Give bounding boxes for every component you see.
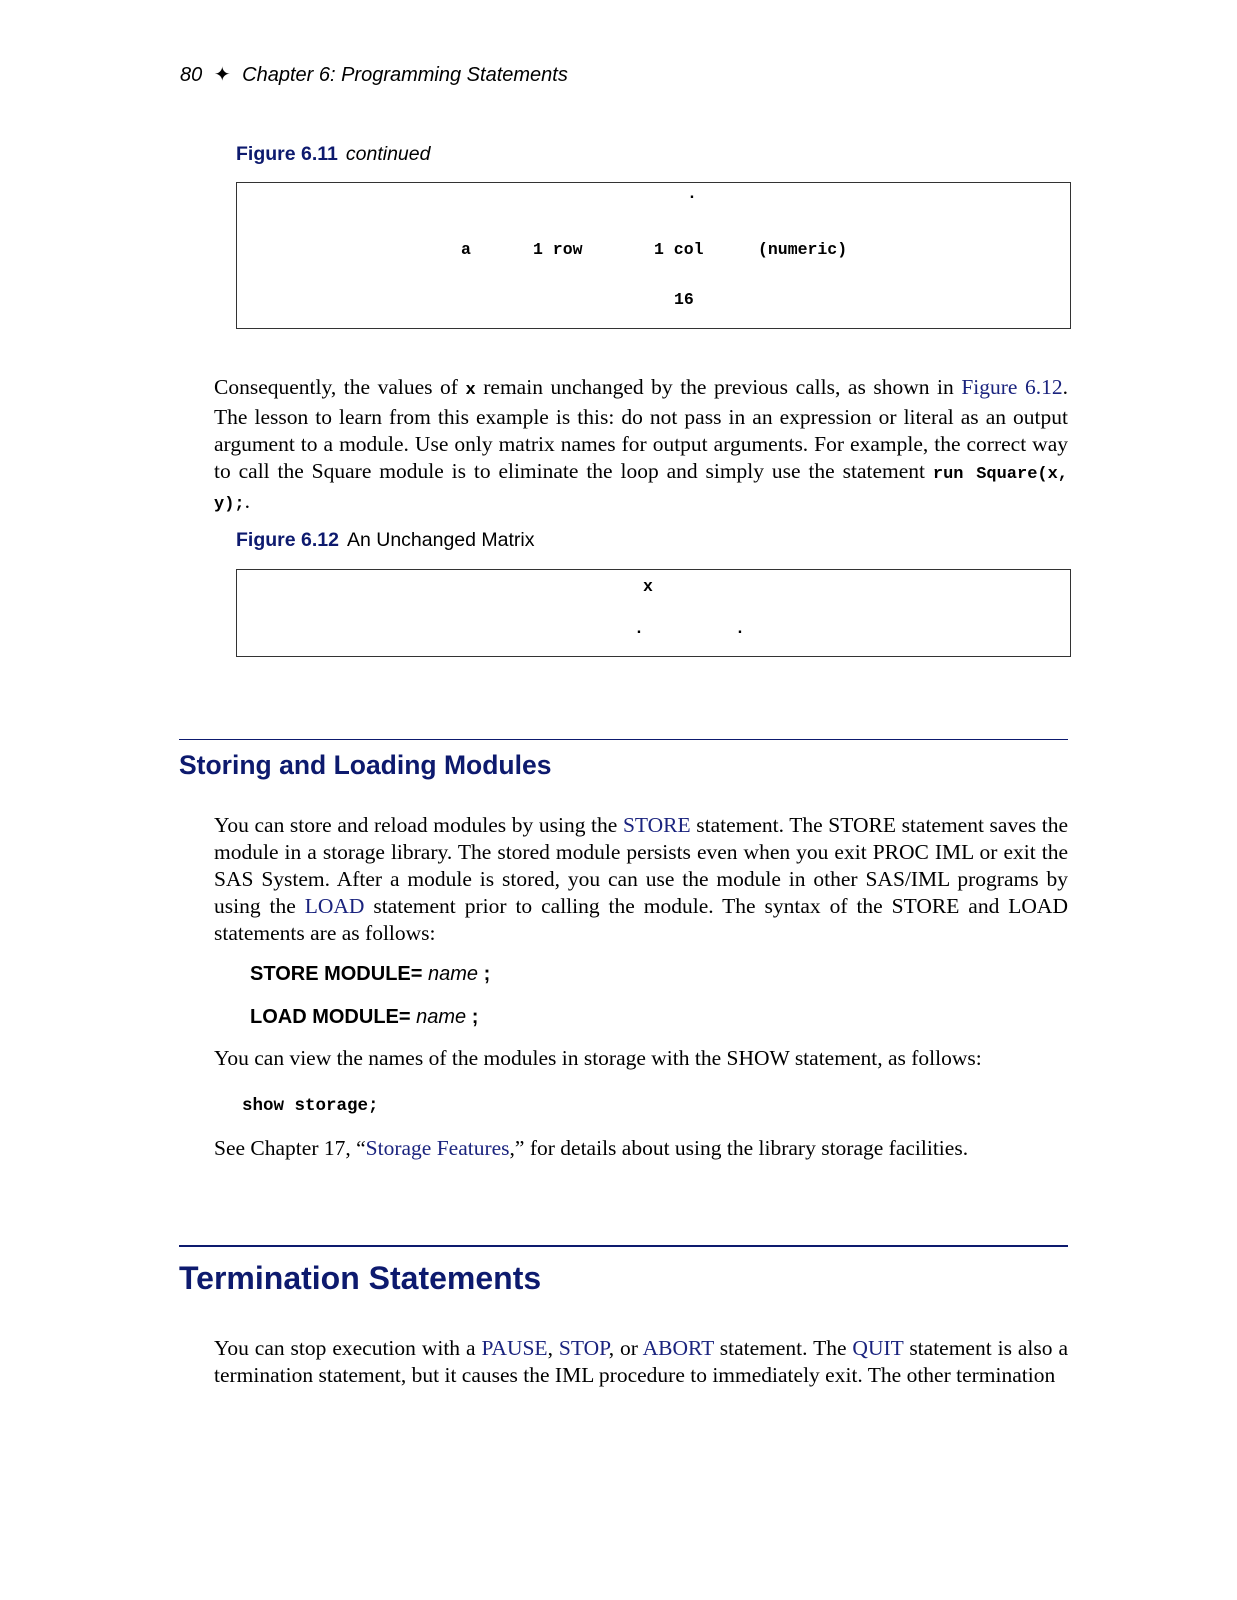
text: See Chapter 17, “ — [214, 1136, 366, 1160]
paragraph-consequently — [214, 374, 1068, 518]
figure-6-12-link[interactable]: Figure 6.12 — [961, 375, 1063, 399]
section-rule — [179, 739, 1068, 740]
paragraph-show-storage: You can view the names of the modules in storage with the SHOW statement, as follows: — [214, 1046, 982, 1070]
syntax-load-module — [250, 1006, 478, 1029]
matrix-value-dot: . — [735, 619, 745, 638]
paragraph-store-reload — [214, 812, 1068, 947]
figure-label: Figure 6.11 — [236, 143, 338, 165]
page-number: 80 — [180, 64, 203, 86]
matrix-value-dot: . — [634, 619, 644, 638]
text: statement prior to calling the module. The syntax of the STORE and LOAD statements are as follows: — [214, 894, 1068, 945]
matrix-rows: 1 row — [533, 240, 583, 259]
section-rule — [179, 1245, 1068, 1247]
inline-code: x — [465, 381, 476, 400]
storage-features-link[interactable]: Storage Features — [365, 1136, 510, 1160]
text: You can stop execution with a — [214, 1336, 482, 1360]
matrix-name: a — [461, 240, 471, 259]
output-dot: . — [687, 184, 697, 203]
syntax-store-module — [250, 963, 490, 986]
quit-link[interactable]: QUIT — [852, 1336, 904, 1360]
figure-caption-text: An Unchanged Matrix — [346, 529, 535, 551]
matrix-type: (numeric) — [758, 240, 848, 259]
text: . — [244, 489, 250, 513]
section-title-termination: Termination Statements — [179, 1260, 542, 1296]
figure-6-11-output-box — [236, 182, 1071, 329]
store-link[interactable]: STORE — [622, 813, 691, 837]
paragraph-termination — [214, 1335, 1068, 1389]
text: . The lesson to learn from this example is this: do not pass in an expression or literal as an output argument to a module. Use only matrix names for output arguments. For example, the correct way to call the Square module is to eliminate the loop and simply use the statement — [214, 375, 1068, 483]
running-head — [180, 62, 568, 87]
figure-caption-text: continued — [345, 143, 431, 165]
syntax-argument: name — [428, 963, 479, 985]
section-title-storing: Storing and Loading Modules — [179, 750, 552, 780]
stop-link[interactable]: STOP — [558, 1336, 609, 1360]
text: statement is also a termination statement, but it causes the IML procedure to immediately exit. The other termination — [214, 1336, 1068, 1387]
code-show-storage: show storage; — [242, 1096, 379, 1116]
load-link[interactable]: LOAD — [304, 894, 365, 918]
pause-link[interactable]: PAUSE — [481, 1336, 548, 1360]
syntax-terminator: ; — [471, 1006, 479, 1028]
syntax-argument: name — [416, 1006, 467, 1028]
figure-6-12-output-box — [236, 569, 1071, 657]
abort-link[interactable]: ABORT — [642, 1336, 714, 1360]
text: ,” for details about using the library storage facilities. — [509, 1136, 969, 1160]
text: remain unchanged by the previous calls, as shown in — [475, 375, 962, 399]
text: Consequently, the values of — [214, 375, 466, 399]
text: statement. The STORE statement saves the module in a storage library. The stored module persists even when you exit PROC IML or exit the SAS System. After a module is stored, you can use the module in other SAS/IML programs by using the — [214, 813, 1068, 918]
chapter-title: Chapter 6: Programming Statements — [242, 64, 568, 86]
text: statement. The — [713, 1336, 853, 1360]
paragraph-see-chapter — [214, 1135, 1068, 1162]
figure-6-11-caption — [236, 143, 430, 166]
syntax-terminator: ; — [483, 963, 491, 985]
text: You can store and reload modules by using the — [214, 813, 623, 837]
matrix-cols: 1 col — [654, 240, 704, 259]
text: , — [547, 1336, 559, 1360]
syntax-keyword: STORE MODULE= — [250, 963, 423, 985]
matrix-name: x — [643, 577, 653, 596]
text: , or — [608, 1336, 643, 1360]
matrix-value: 16 — [674, 290, 694, 309]
figure-6-12-caption — [236, 529, 535, 552]
separator-glyph: ✦ — [213, 64, 231, 86]
inline-code: run Square(x, y); — [214, 465, 1069, 514]
syntax-keyword: LOAD MODULE= — [250, 1006, 411, 1028]
figure-label: Figure 6.12 — [236, 529, 339, 551]
